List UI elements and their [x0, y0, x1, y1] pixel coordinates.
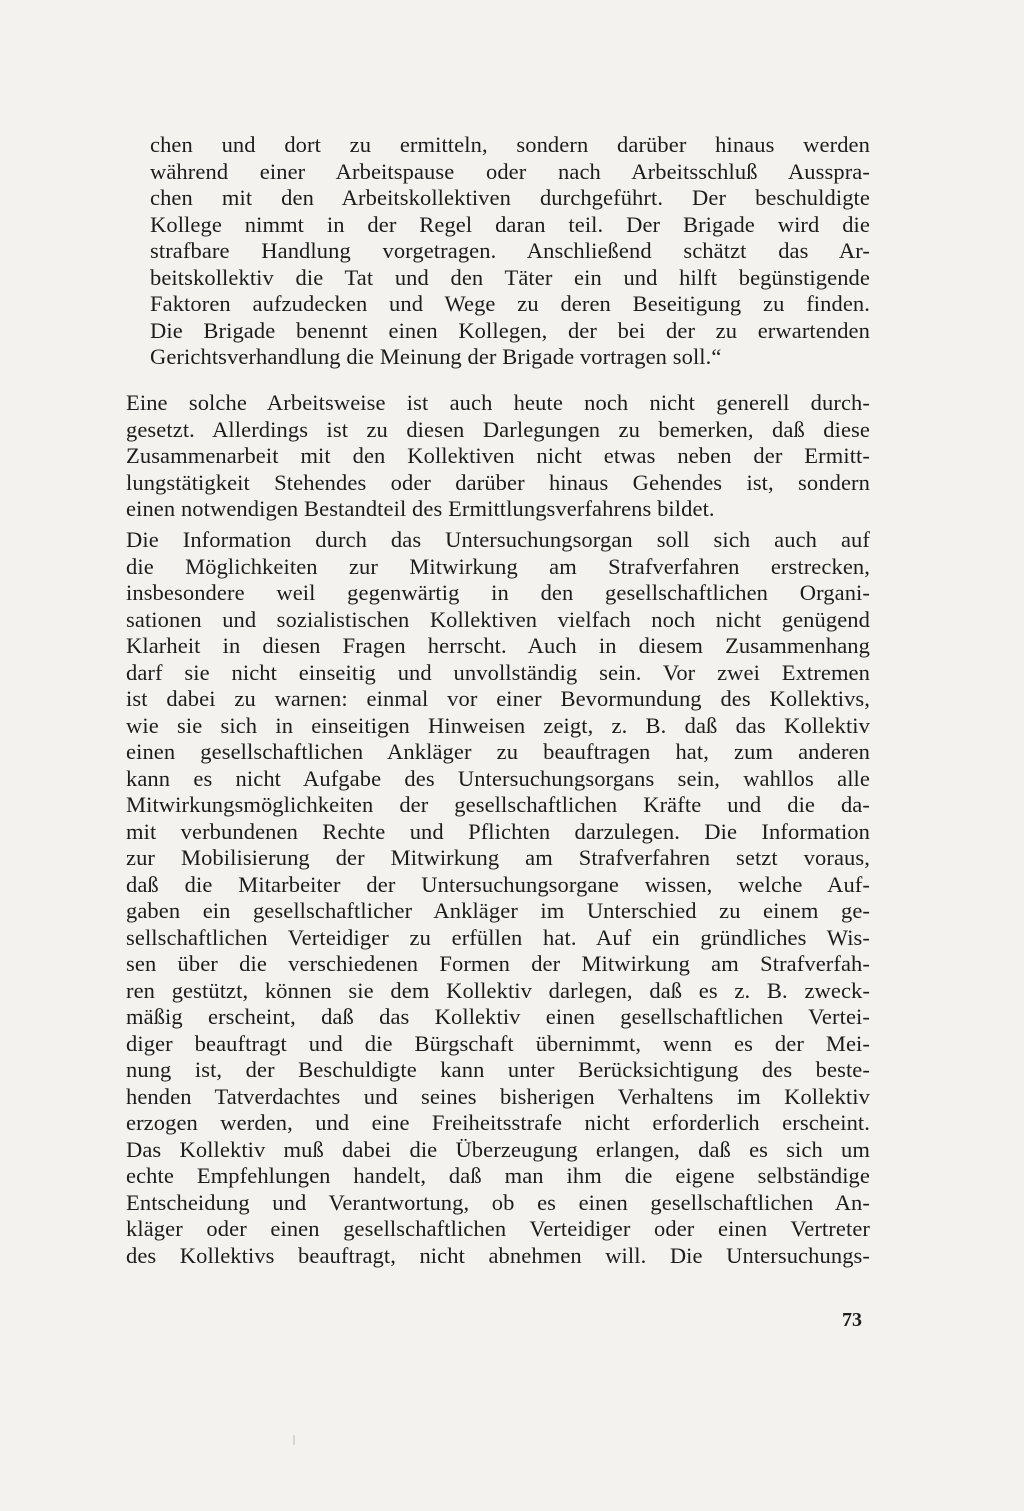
paragraph-line: Entscheidung und Verantwortung, ob es einen gesellschaftlichen An- — [126, 1190, 870, 1215]
paragraph-line: kläger oder einen gesellschaftlichen Verteidiger oder einen Vertreter — [126, 1216, 870, 1241]
paragraph-line: sationen und sozialistischen Kollektiven vielfach noch nicht genügend — [126, 607, 870, 632]
quote-line: chen und dort zu ermitteln, sondern darüber hinaus werden — [150, 132, 870, 157]
paragraph-line: die Möglichkeiten zur Mitwirkung am Strafverfahren erstrecken, — [126, 554, 870, 579]
paragraph-line: sen über die verschiedenen Formen der Mitwirkung am Strafverfah- — [126, 951, 870, 976]
quote-line: beitskollektiv die Tat und den Täter ein und hilft begünstigende — [150, 265, 870, 290]
paragraph-line: nung ist, der Beschuldigte kann unter Berücksichtigung des beste- — [126, 1057, 870, 1082]
paragraph-line: Eine solche Arbeitsweise ist auch heute noch nicht generell durch- — [126, 390, 870, 415]
paragraph-line: Zusammenarbeit mit den Kollektiven nicht etwas neben der Ermitt- — [126, 443, 870, 468]
quote-line: Kollege nimmt in der Regel daran teil. Der Brigade wird die — [150, 212, 870, 237]
paragraph-line: Die Information durch das Untersuchungsorgan soll sich auch auf — [126, 527, 870, 552]
paragraph-line: ist dabei zu warnen: einmal vor einer Bevormundung des Kollektivs, — [126, 686, 870, 711]
paragraph-line: sellschaftlichen Verteidiger zu erfüllen hat. Auf ein gründliches Wis- — [126, 925, 870, 950]
paragraph-line: gesetzt. Allerdings ist zu diesen Darlegungen zu bemerken, daß diese — [126, 417, 870, 442]
quote-line: chen mit den Arbeitskollektiven durchgeführt. Der beschuldigte — [150, 185, 870, 210]
paper-speck — [293, 1435, 295, 1445]
paragraph-line: gaben ein gesellschaftlicher Ankläger im Unterschied zu einem ge- — [126, 898, 870, 923]
paragraph-line: zur Mobilisierung der Mitwirkung am Strafverfahren setzt voraus, — [126, 845, 870, 870]
quote-line: während einer Arbeitspause oder nach Arbeitsschluß Ausspra- — [150, 159, 870, 184]
quote-line: Faktoren aufzudecken und Wege zu deren Beseitigung zu finden. — [150, 291, 870, 316]
paragraph-line: echte Empfehlungen handelt, daß man ihm die eigene selbständige — [126, 1163, 870, 1188]
paragraph-line: Mitwirkungsmöglichkeiten der gesellschaftlichen Kräfte und die da- — [126, 792, 870, 817]
paragraph-line: mäßig erscheint, daß das Kollektiv einen gesellschaftlichen Vertei- — [126, 1004, 870, 1029]
quote-line: Die Brigade benennt einen Kollegen, der bei der zu erwartenden — [150, 318, 870, 343]
quote-line: Gerichtsverhandlung die Meinung der Brigade vortragen soll.“ — [150, 344, 722, 369]
paragraph-line: daß die Mitarbeiter der Untersuchungsorgane wissen, welche Auf- — [126, 872, 870, 897]
paragraph-line: kann es nicht Aufgabe des Untersuchungsorgans sein, wahllos alle — [126, 766, 870, 791]
quote-line: strafbare Handlung vorgetragen. Anschließend schätzt das Ar- — [150, 238, 870, 263]
paragraph-line: henden Tatverdachtes und seines bisherigen Verhaltens im Kollektiv — [126, 1084, 870, 1109]
paragraph-line: Das Kollektiv muß dabei die Überzeugung erlangen, daß es sich um — [126, 1137, 870, 1162]
paragraph-line: mit verbundenen Rechte und Pflichten darzulegen. Die Information — [126, 819, 870, 844]
paragraph-line: lungstätigkeit Stehendes oder darüber hinaus Gehendes ist, sondern — [126, 470, 870, 495]
paragraph-line: wie sie sich in einseitigen Hinweisen zeigt, z. B. daß das Kollektiv — [126, 713, 870, 738]
paragraph-line: darf sie nicht einseitig und unvollständig sein. Vor zwei Extremen — [126, 660, 870, 685]
paragraph-line: einen gesellschaftlichen Ankläger zu beauftragen hat, zum anderen — [126, 739, 870, 764]
paragraph-line: Klarheit in diesen Fragen herrscht. Auch in diesem Zusammenhang — [126, 633, 870, 658]
paragraph-line: erzogen werden, und eine Freiheitsstrafe nicht erforderlich erscheint. — [126, 1110, 870, 1135]
paragraph-line: einen notwendigen Bestandteil des Ermittlungsverfahrens bildet. — [126, 496, 715, 521]
paragraph-line: des Kollektivs beauftragt, nicht abnehmen will. Die Untersuchungs- — [126, 1243, 870, 1268]
page-number: 73 — [842, 1309, 862, 1331]
paragraph-line: diger beauftragt und die Bürgschaft übernimmt, wenn es der Mei- — [126, 1031, 870, 1056]
paragraph-line: ren gestützt, können sie dem Kollektiv darlegen, daß es z. B. zweck- — [126, 978, 870, 1003]
paragraph-line: insbesondere weil gegenwärtig in den gesellschaftlichen Organi- — [126, 580, 870, 605]
